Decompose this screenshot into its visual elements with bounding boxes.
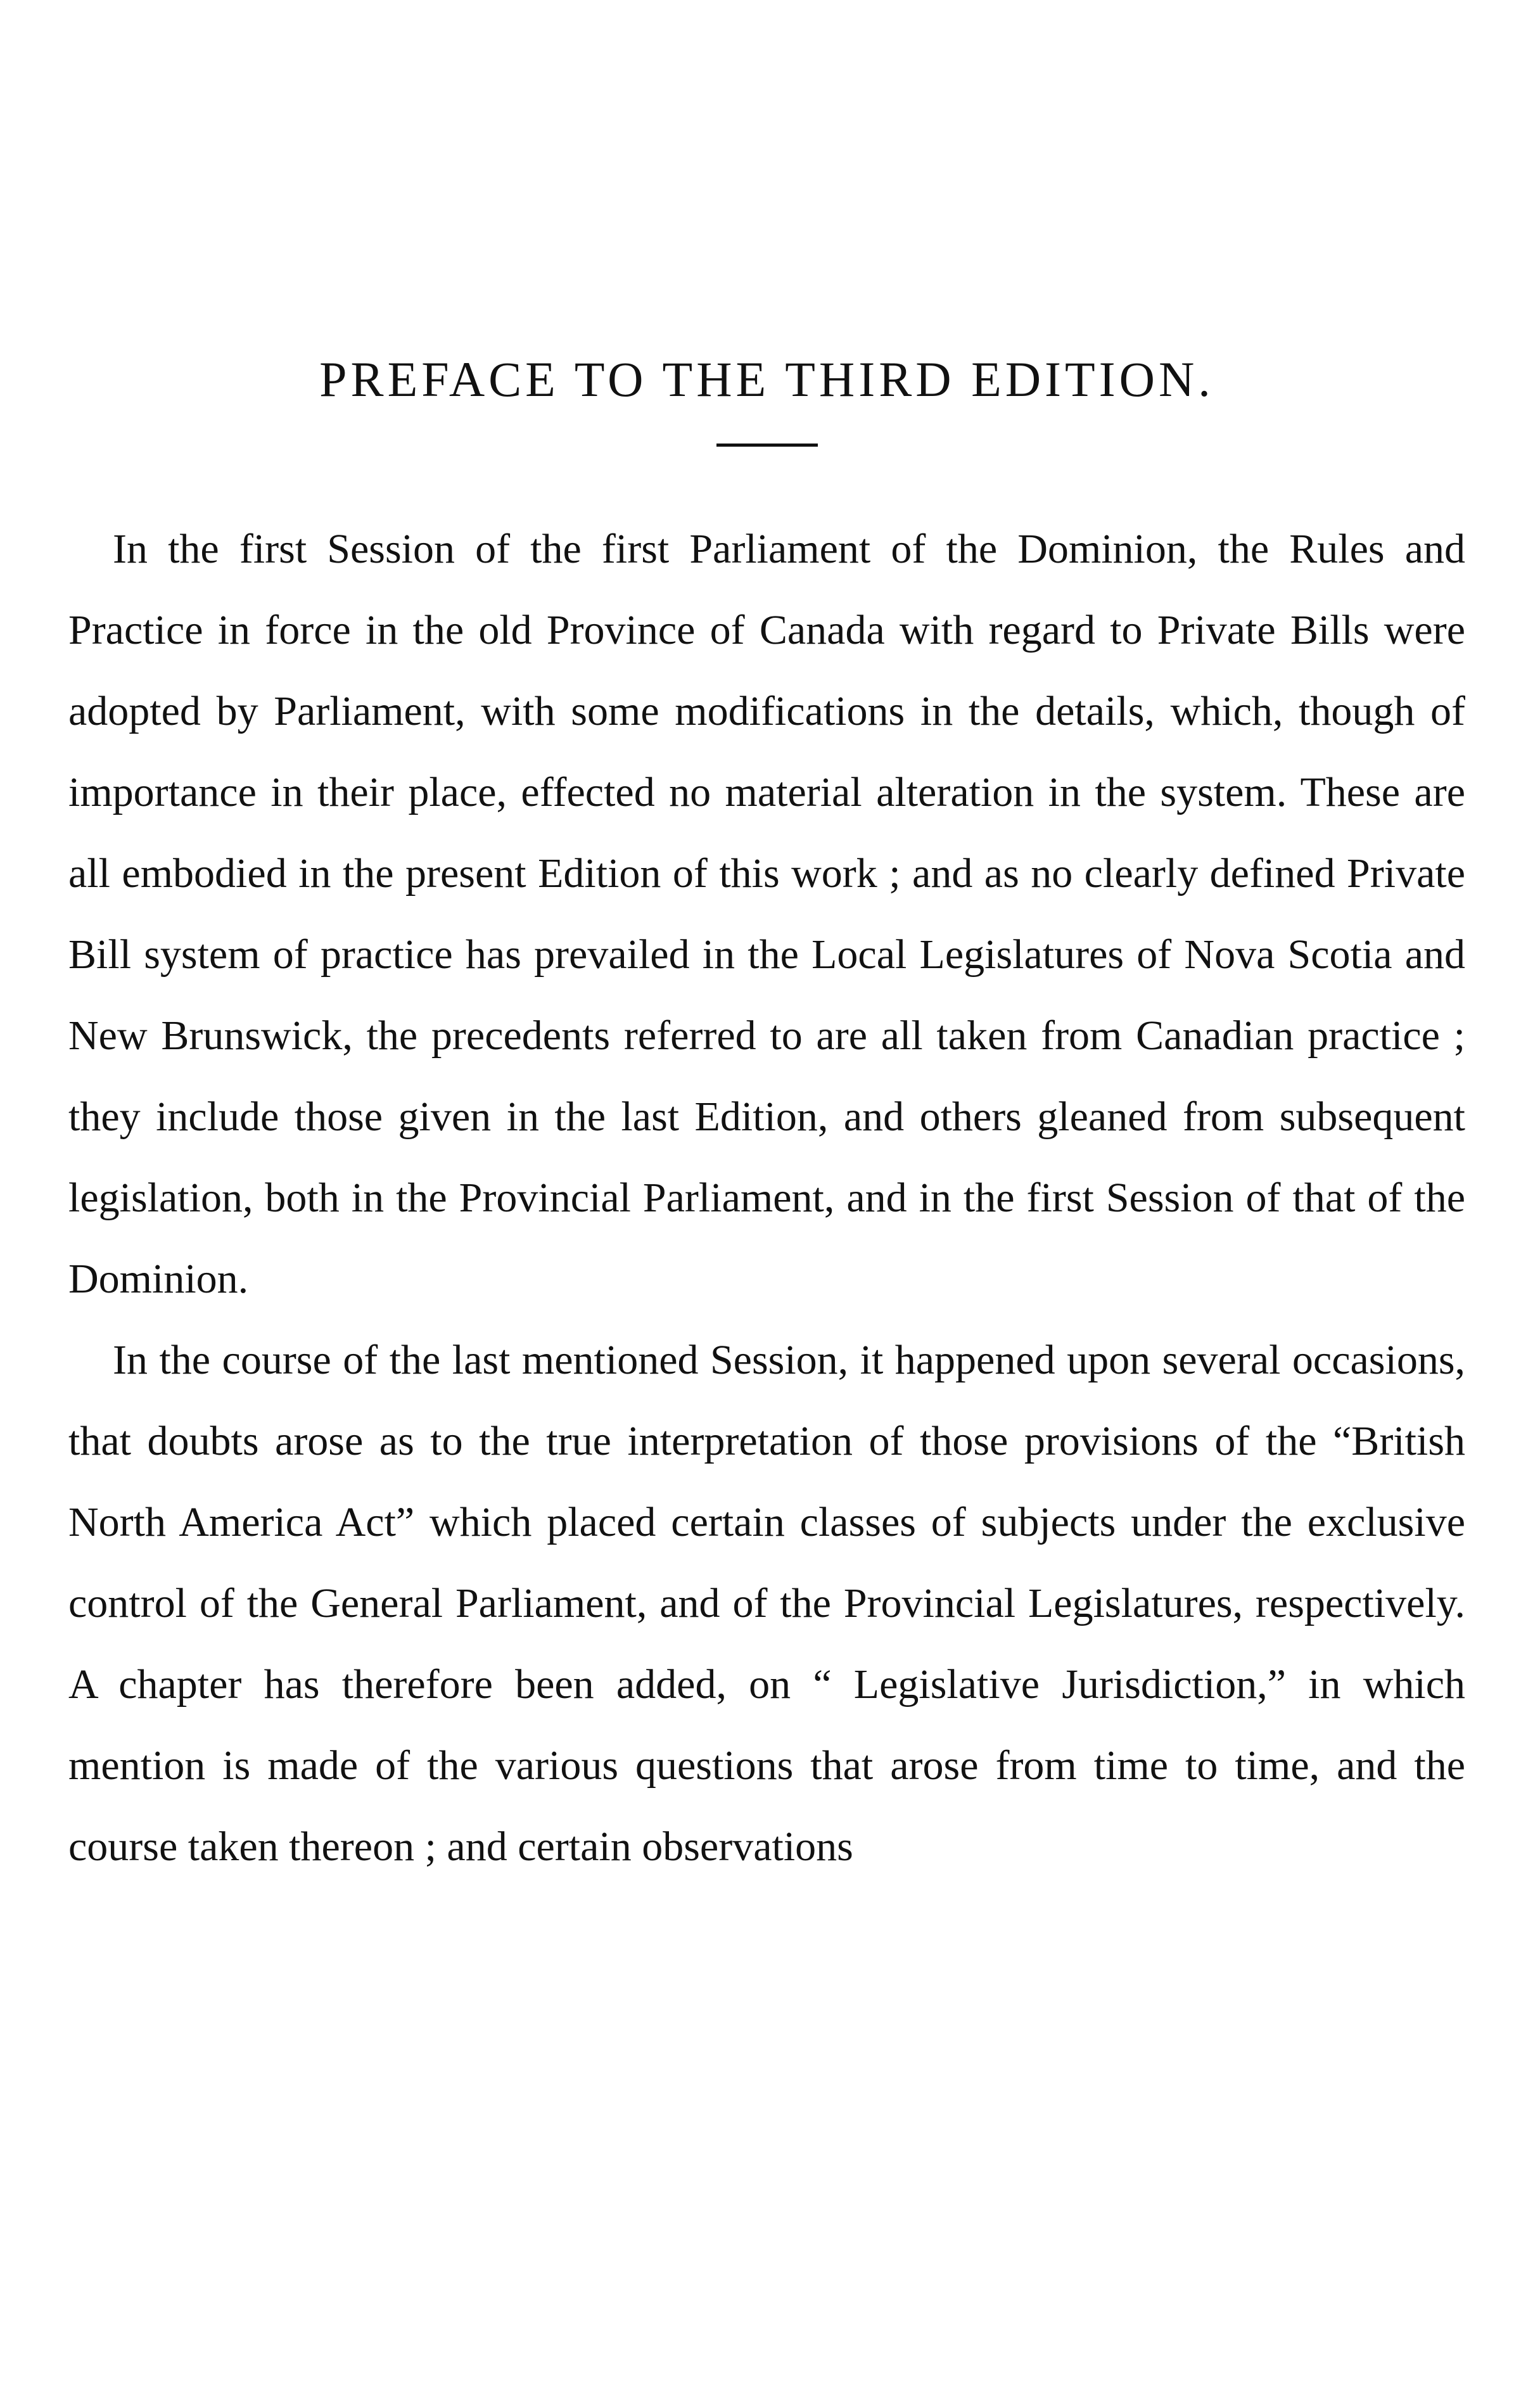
body-text [68,509,1465,1887]
title-rule [716,444,818,447]
document-page [68,352,1465,1887]
paragraph: In the first Session of the first Parliament of the Dominion, the Rules and Practice in force in the old Province of Canada with regard to Private Bills were adopted by Parliament, with some modifications in the details, which, though of importance in their place, effected no material alteration in the system. These are all embodied in the present Edition of this work ; and as no clearly defined Private Bill system of practice has prevailed in the Local Legislatures of Nova Scotia and New Brunswick, the precedents referred to are all taken from Canadian practice ; they include those given in the last Edition, and others gleaned from subsequent legislation, both in the Provincial Parliament, and in the first Session of that of the Dominion. [68,526,1465,1302]
page-title: PREFACE TO THE THIRD EDITION. [319,352,1214,407]
paragraph: In the course of the last mentioned Session, it happened upon several occasions, that doubts arose as to the true interpretation of those provisions of the “British North America Act” which placed certain classes of subjects under the exclusive control of the General Parliament, and of the Provincial Legislatures, respectively. A chapter has therefore been added, on “ Legislative Jurisdiction,” in which mention is made of the various questions that arose from time to time, and the course taken thereon ; and certain observations [68,1337,1465,1870]
